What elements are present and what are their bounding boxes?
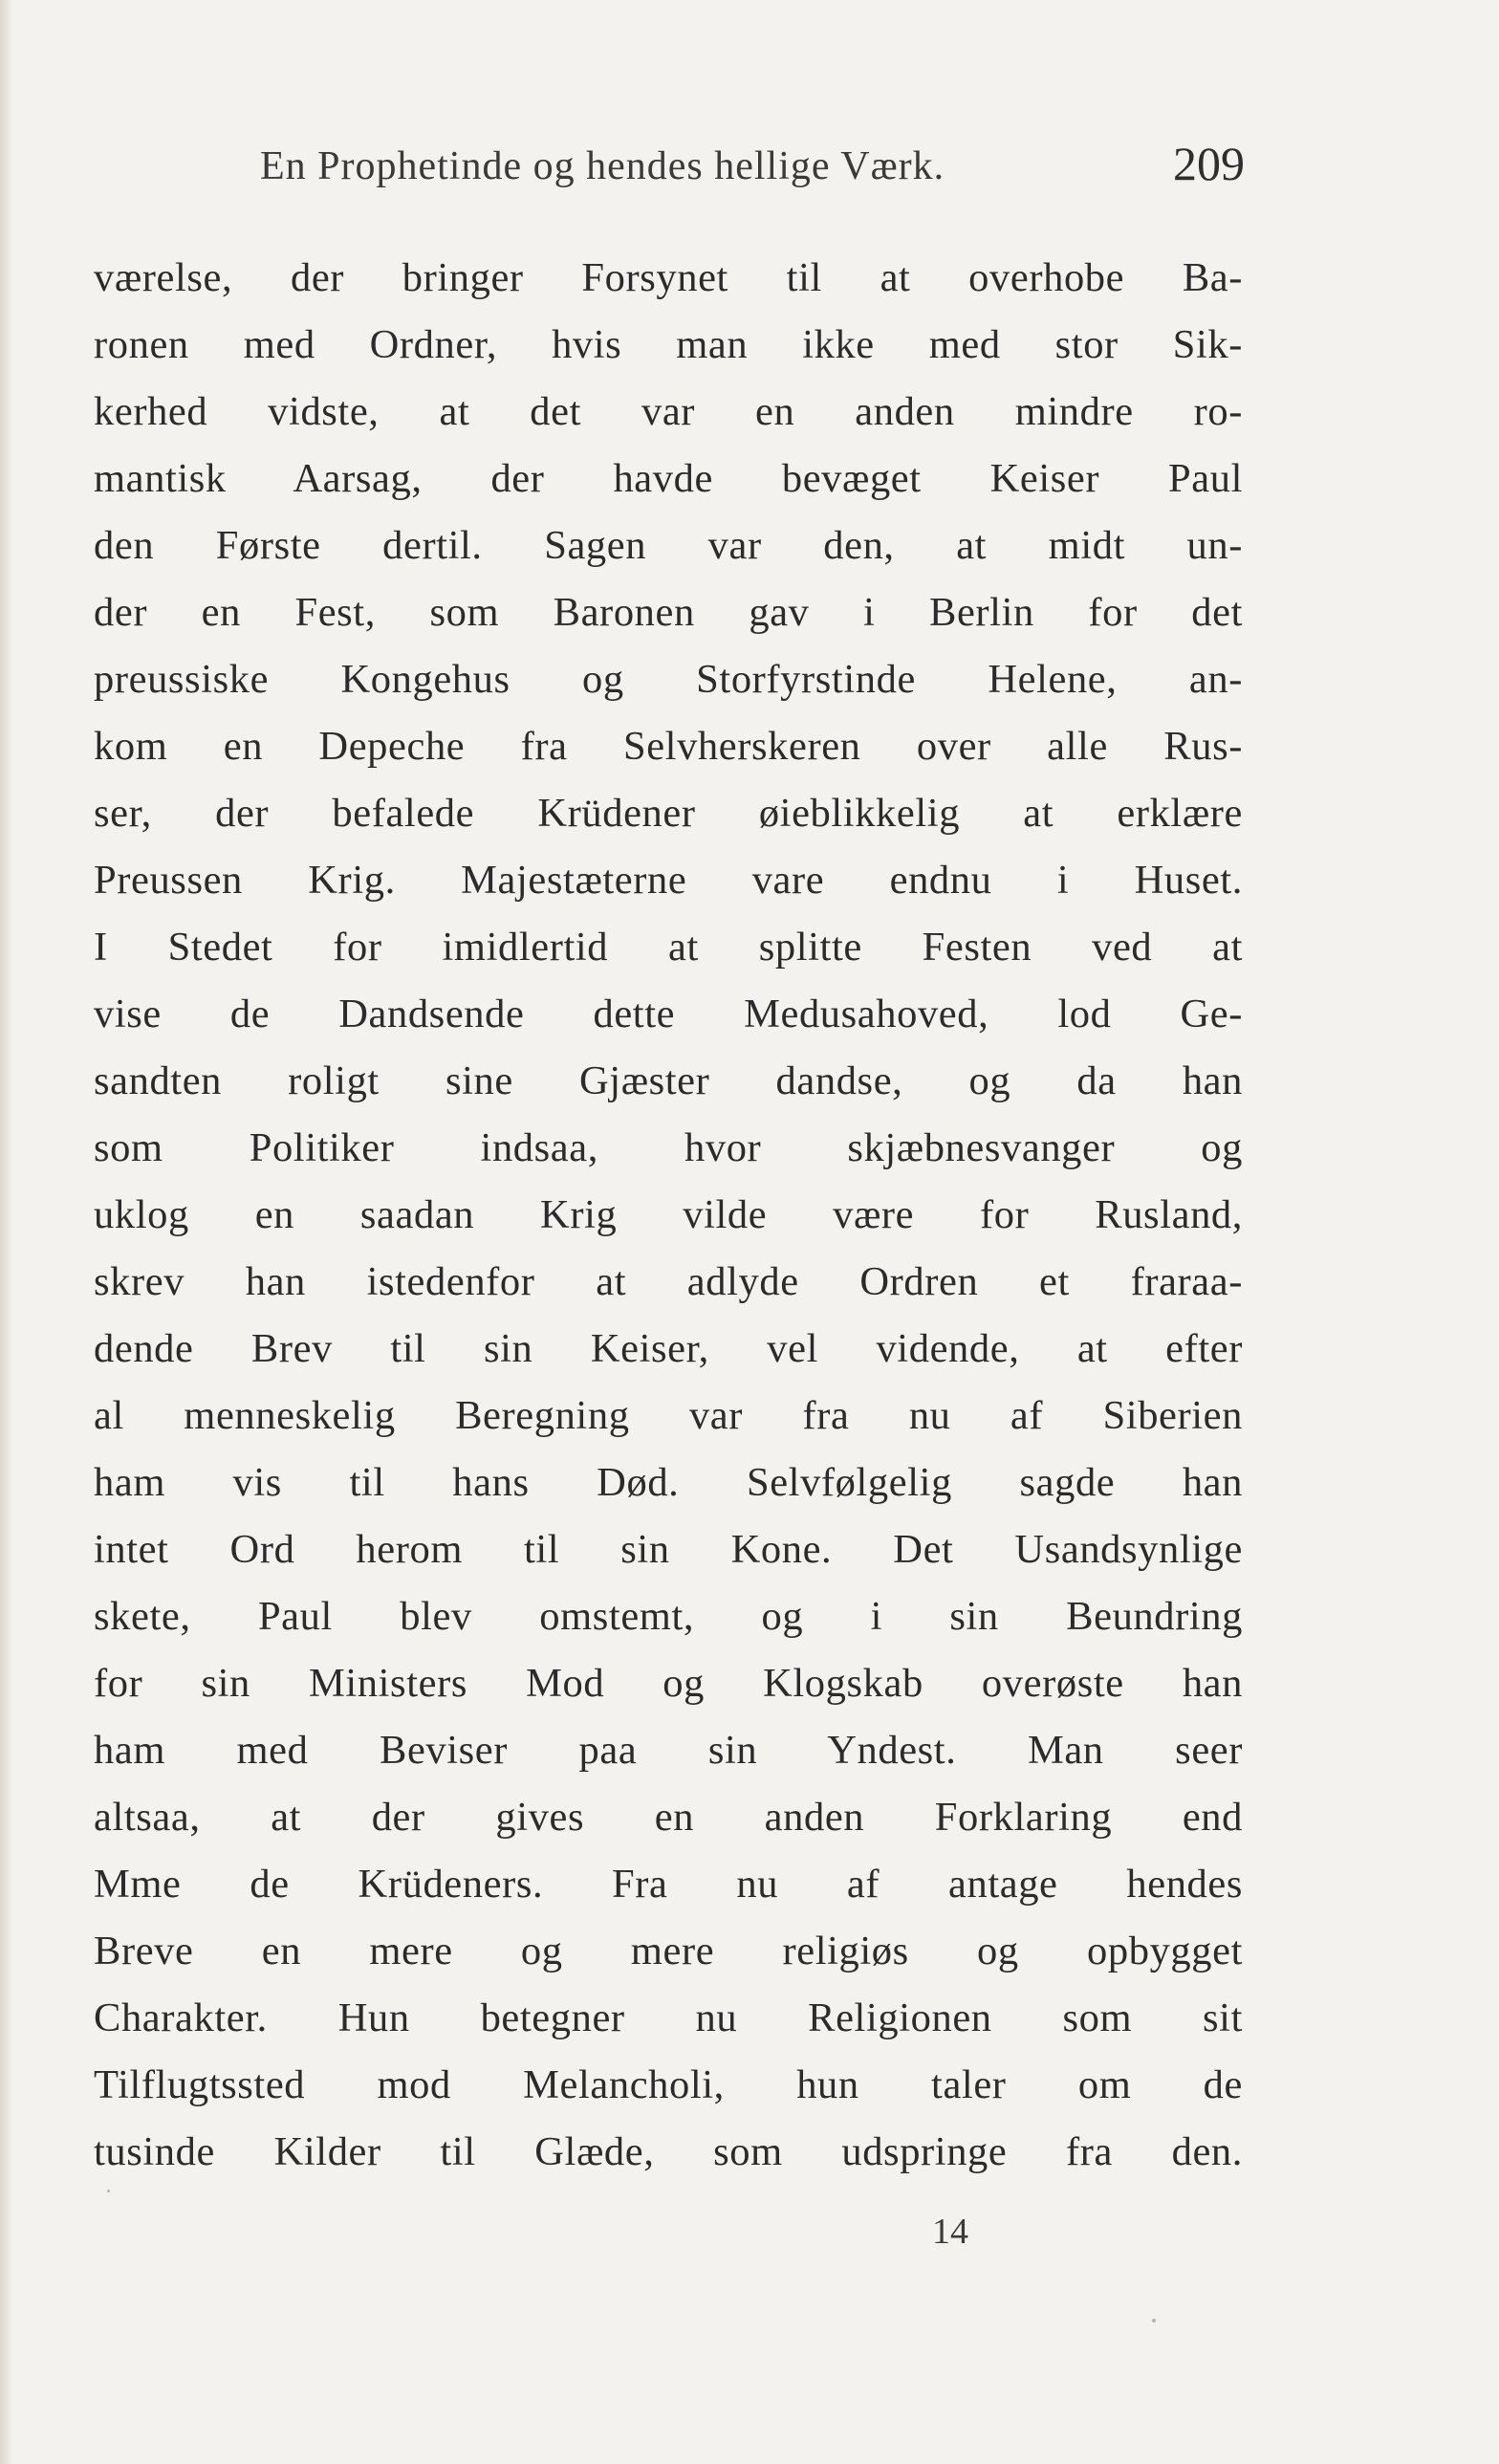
text-line: vise de Dandsende dette Medusahoved, lod Ge- — [94, 992, 1243, 1036]
text-line: intet Ord herom til sin Kone. Det Usandsynlige — [94, 1527, 1243, 1572]
text-line: I Stedet for imidlertid at splitte Festen ved at — [94, 925, 1243, 970]
page-number: 209 — [1173, 137, 1245, 190]
text-line: ham med Beviser paa sin Yndest. Man seer — [94, 1728, 1243, 1773]
text-line: som Politiker indsaa, hvor skjæbnesvanger og — [94, 1125, 1243, 1170]
text-line: for sin Ministers Mod og Klogskab overøste han — [94, 1661, 1243, 1706]
paper-speck — [107, 2190, 110, 2192]
text-line: sandten roligt sine Gjæster dandse, og da han — [94, 1058, 1243, 1103]
text-line: mantisk Aarsag, der havde bevæget Keiser Paul — [94, 456, 1243, 501]
running-head: En Prophetinde og hendes hellige Værk. — [260, 144, 945, 188]
signature-mark: 14 — [932, 2212, 968, 2252]
text-line: Preussen Krig. Majestæterne vare endnu i Huset. — [94, 858, 1243, 903]
text-line: uklog en saadan Krig vilde være for Rusland, — [94, 1192, 1243, 1237]
text-line: skrev han istedenfor at adlyde Ordren et fraraa- — [94, 1259, 1243, 1304]
text-line: ronen med Ordner, hvis man ikke med stor Sik- — [94, 322, 1243, 367]
text-line: Tilflugtssted mod Melancholi, hun taler om de — [94, 2062, 1243, 2107]
body-text — [94, 245, 1243, 2186]
text-line: ser, der befalede Krüdener øieblikkelig at erklære — [94, 791, 1243, 836]
text-line: kom en Depeche fra Selvherskeren over alle Rus- — [94, 724, 1243, 769]
text-line: dende Brev til sin Keiser, vel vidende, at efter — [94, 1326, 1243, 1371]
binding-edge — [0, 0, 13, 2464]
text-line: tusinde Kilder til Glæde, som udspringe fra den. — [94, 2129, 1243, 2174]
text-line: ham vis til hans Død. Selvfølgelig sagde han — [94, 1460, 1243, 1505]
text-line: skete, Paul blev omstemt, og i sin Beundring — [94, 1594, 1243, 1639]
page-header — [260, 136, 1245, 203]
text-line: der en Fest, som Baronen gav i Berlin for det — [94, 590, 1243, 635]
text-line: Charakter. Hun betegner nu Religionen som sit — [94, 1995, 1243, 2040]
text-line: kerhed vidste, at det var en anden mindre ro- — [94, 389, 1243, 434]
text-line: Mme de Krüdeners. Fra nu af antage hendes — [94, 1862, 1243, 1907]
paper-speck — [1152, 2319, 1156, 2322]
text-line: den Første dertil. Sagen var den, at midt un- — [94, 523, 1243, 568]
text-line: værelse, der bringer Forsynet til at overhobe Ba- — [94, 255, 1243, 300]
text-line: altsaa, at der gives en anden Forklaring end — [94, 1795, 1243, 1840]
text-line: al menneskelig Beregning var fra nu af Siberien — [94, 1393, 1243, 1438]
text-line: Breve en mere og mere religiøs og opbygget — [94, 1929, 1243, 1973]
text-line: preussiske Kongehus og Storfyrstinde Helene, an- — [94, 657, 1243, 702]
